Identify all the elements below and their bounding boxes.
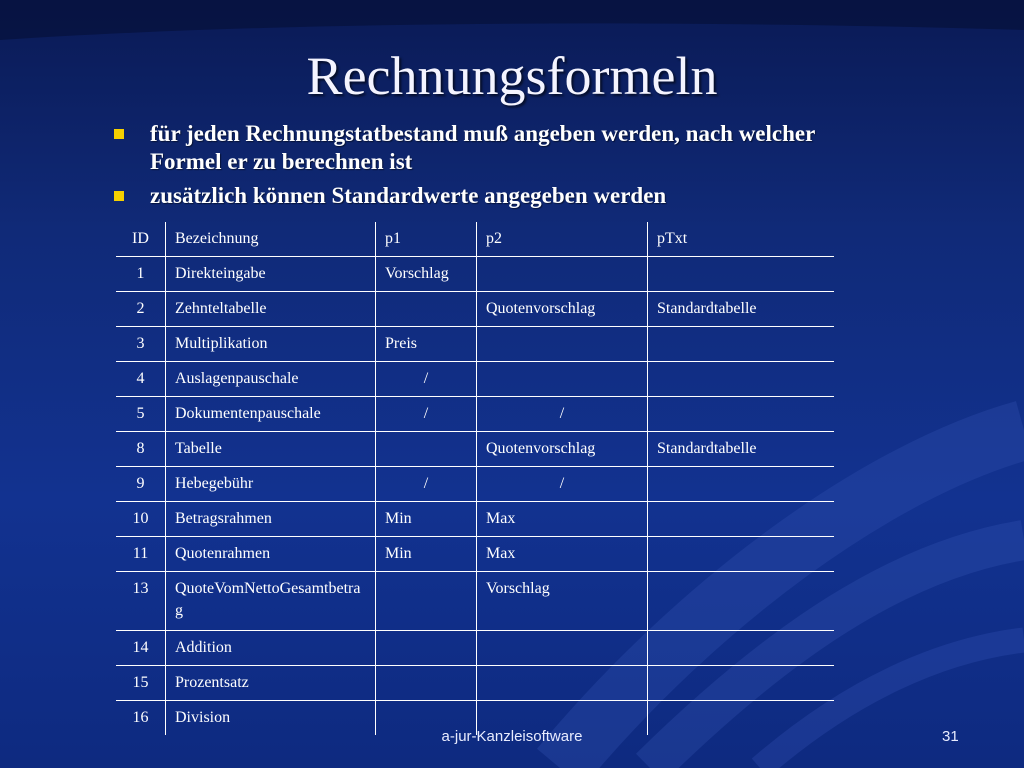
cell-ptxt [648, 467, 835, 502]
table-header-row [116, 222, 834, 257]
bullet-list [112, 120, 872, 216]
header-p2: p2 [477, 222, 648, 257]
cell-id: 13 [116, 572, 166, 631]
cell-p2 [477, 257, 648, 292]
cell-bezeichnung: Auslagenpauschale [166, 362, 376, 397]
cell-id: 5 [116, 397, 166, 432]
table-row [116, 327, 834, 362]
cell-bezeichnung: Tabelle [166, 432, 376, 467]
cell-p1: Preis [376, 327, 477, 362]
cell-ptxt [648, 537, 835, 572]
cell-p1: Min [376, 537, 477, 572]
cell-p2: Quotenvorschlag [477, 292, 648, 327]
table-row [116, 537, 834, 572]
cell-p1: Vorschlag [376, 257, 477, 292]
header-p1: p1 [376, 222, 477, 257]
cell-p2: Vorschlag [477, 572, 648, 631]
cell-p1 [376, 631, 477, 666]
cell-ptxt [648, 631, 835, 666]
cell-p1 [376, 432, 477, 467]
cell-ptxt [648, 327, 835, 362]
cell-ptxt: Standardtabelle [648, 432, 835, 467]
cell-id: 2 [116, 292, 166, 327]
cell-bezeichnung: Prozentsatz [166, 666, 376, 701]
cell-bezeichnung: QuoteVomNettoGesamtbetrag [166, 572, 376, 631]
cell-bezeichnung: Zehnteltabelle [166, 292, 376, 327]
cell-ptxt [648, 397, 835, 432]
cell-p1 [376, 292, 477, 327]
cell-p2: Max [477, 502, 648, 537]
square-bullet-icon [114, 129, 124, 139]
cell-p2: Max [477, 537, 648, 572]
header-ptxt: pTxt [648, 222, 835, 257]
table-row [116, 572, 834, 631]
cell-id: 4 [116, 362, 166, 397]
cell-p2 [477, 362, 648, 397]
cell-id: 3 [116, 327, 166, 362]
slide-title: Rechnungsformeln [306, 46, 718, 106]
cell-bezeichnung: Quotenrahmen [166, 537, 376, 572]
cell-p2 [477, 631, 648, 666]
table-row [116, 432, 834, 467]
cell-p2 [477, 666, 648, 701]
cell-id: 9 [116, 467, 166, 502]
cell-ptxt [648, 572, 835, 631]
cell-ptxt [648, 257, 835, 292]
cell-bezeichnung: Hebegebühr [166, 467, 376, 502]
cell-id: 10 [116, 502, 166, 537]
bullet-item [112, 120, 872, 176]
cell-id: 1 [116, 257, 166, 292]
cell-p1 [376, 572, 477, 631]
cell-ptxt [648, 362, 835, 397]
cell-bezeichnung: Division [166, 701, 376, 736]
cell-p2: / [477, 397, 648, 432]
cell-p2 [477, 327, 648, 362]
cell-id: 8 [116, 432, 166, 467]
slide-footer: a-jur-Kanzleisoftware [441, 728, 583, 745]
header-bezeichnung: Bezeichnung [166, 222, 376, 257]
table-row [116, 362, 834, 397]
table-row [116, 631, 834, 666]
cell-id: 14 [116, 631, 166, 666]
table-row [116, 467, 834, 502]
page-number: 31 [942, 728, 959, 745]
cell-bezeichnung: Multiplikation [166, 327, 376, 362]
cell-p1: / [376, 397, 477, 432]
cell-p1: / [376, 362, 477, 397]
cell-bezeichnung: Betragsrahmen [166, 502, 376, 537]
bullet-text: für jeden Rechnungstatbestand muß angeben werden, nach welcher Formel er zu berechnen ist [150, 121, 815, 174]
formula-table [116, 222, 834, 735]
cell-id: 15 [116, 666, 166, 701]
cell-bezeichnung: Addition [166, 631, 376, 666]
cell-p1 [376, 666, 477, 701]
bullet-text: zusätzlich können Standardwerte angegeben werden [150, 183, 667, 208]
cell-ptxt [648, 666, 835, 701]
cell-p1: / [376, 467, 477, 502]
table-row [116, 257, 834, 292]
cell-p2: / [477, 467, 648, 502]
cell-id: 16 [132, 709, 149, 726]
cell-ptxt: Standardtabelle [648, 292, 835, 327]
square-bullet-icon [114, 191, 124, 201]
header-id: ID [116, 222, 166, 257]
cell-p2: Quotenvorschlag [477, 432, 648, 467]
cell-bezeichnung: Direkteingabe [166, 257, 376, 292]
table-row [116, 666, 834, 701]
table-row [116, 502, 834, 537]
cell-bezeichnung: Dokumentenpauschale [166, 397, 376, 432]
table-row [116, 292, 834, 327]
table-row [116, 397, 834, 432]
bullet-item [112, 182, 872, 210]
cell-p1: Min [376, 502, 477, 537]
cell-id: 11 [116, 537, 166, 572]
cell-ptxt [648, 502, 835, 537]
